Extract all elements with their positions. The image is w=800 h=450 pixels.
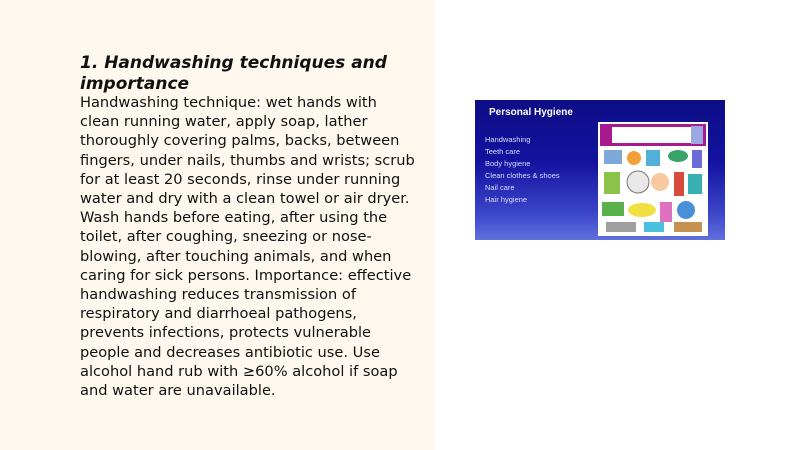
towel-icon [604,150,622,164]
personal-hygiene-slide-thumbnail [475,100,725,240]
slide-body-text: Handwashing technique: wet hands with clean running water, apply soap, lather thoroughly covering palms, backs, between fingers, under nails, thumbs and wrists; scrub for at least 20 seconds, rinse under running water and dry with a clean towel or air dryer. Wash hands before eating, after using the toilet, after coughing, sneezing or nose-blowing, after touching animals, and when caring for sick persons. Importance: effective handwashing reduces transmission of respiratory and diarrhoeal pathogens, prevents infections, protects vulnerable people and decreases antibiotic use. Use alcohol hand rub with ≥60% alcohol if soap and water are unavailable. [80,94,415,400]
thumbnail-list-item: Handwashing [485,135,531,144]
lotion-bottle-icon [604,172,620,194]
thumbnail-list-item: Body hygiene [485,159,531,168]
scale-icon [606,222,636,232]
toothbrush-cup-icon [677,201,695,219]
thumbnail-list-item: Hair hygiene [485,195,528,204]
bathtub-icon [628,203,656,217]
shower-icon [644,222,664,232]
hair-dryer-icon [674,172,684,196]
thumbnail-list-item: Clean clothes & shoes [485,171,560,180]
brush-icon [674,222,702,232]
comb-icon [688,174,702,194]
thumbnail-topic-list [485,134,560,206]
soap-icon [668,150,688,162]
nail-clipper-icon [660,202,672,222]
thumbnail-list-item: Nail care [485,183,515,192]
mirror-icon [691,126,703,144]
washbasin-icon [627,171,649,193]
hygiene-clipart-illustration [598,122,708,236]
thumbnail-list-item: Teeth care [485,147,521,156]
thumbnail-title: Personal Hygiene [489,107,573,118]
shampoo-bottle-icon [646,150,660,166]
hands-icon [651,173,669,191]
clipart-banner-card [612,127,692,143]
slide-title: 1. Handwashing techniques and importance [80,53,387,94]
hygiene-items-clipart [598,122,708,236]
sponge-icon [627,151,641,165]
slippers-icon [602,202,624,216]
toothpaste-icon [692,150,702,168]
